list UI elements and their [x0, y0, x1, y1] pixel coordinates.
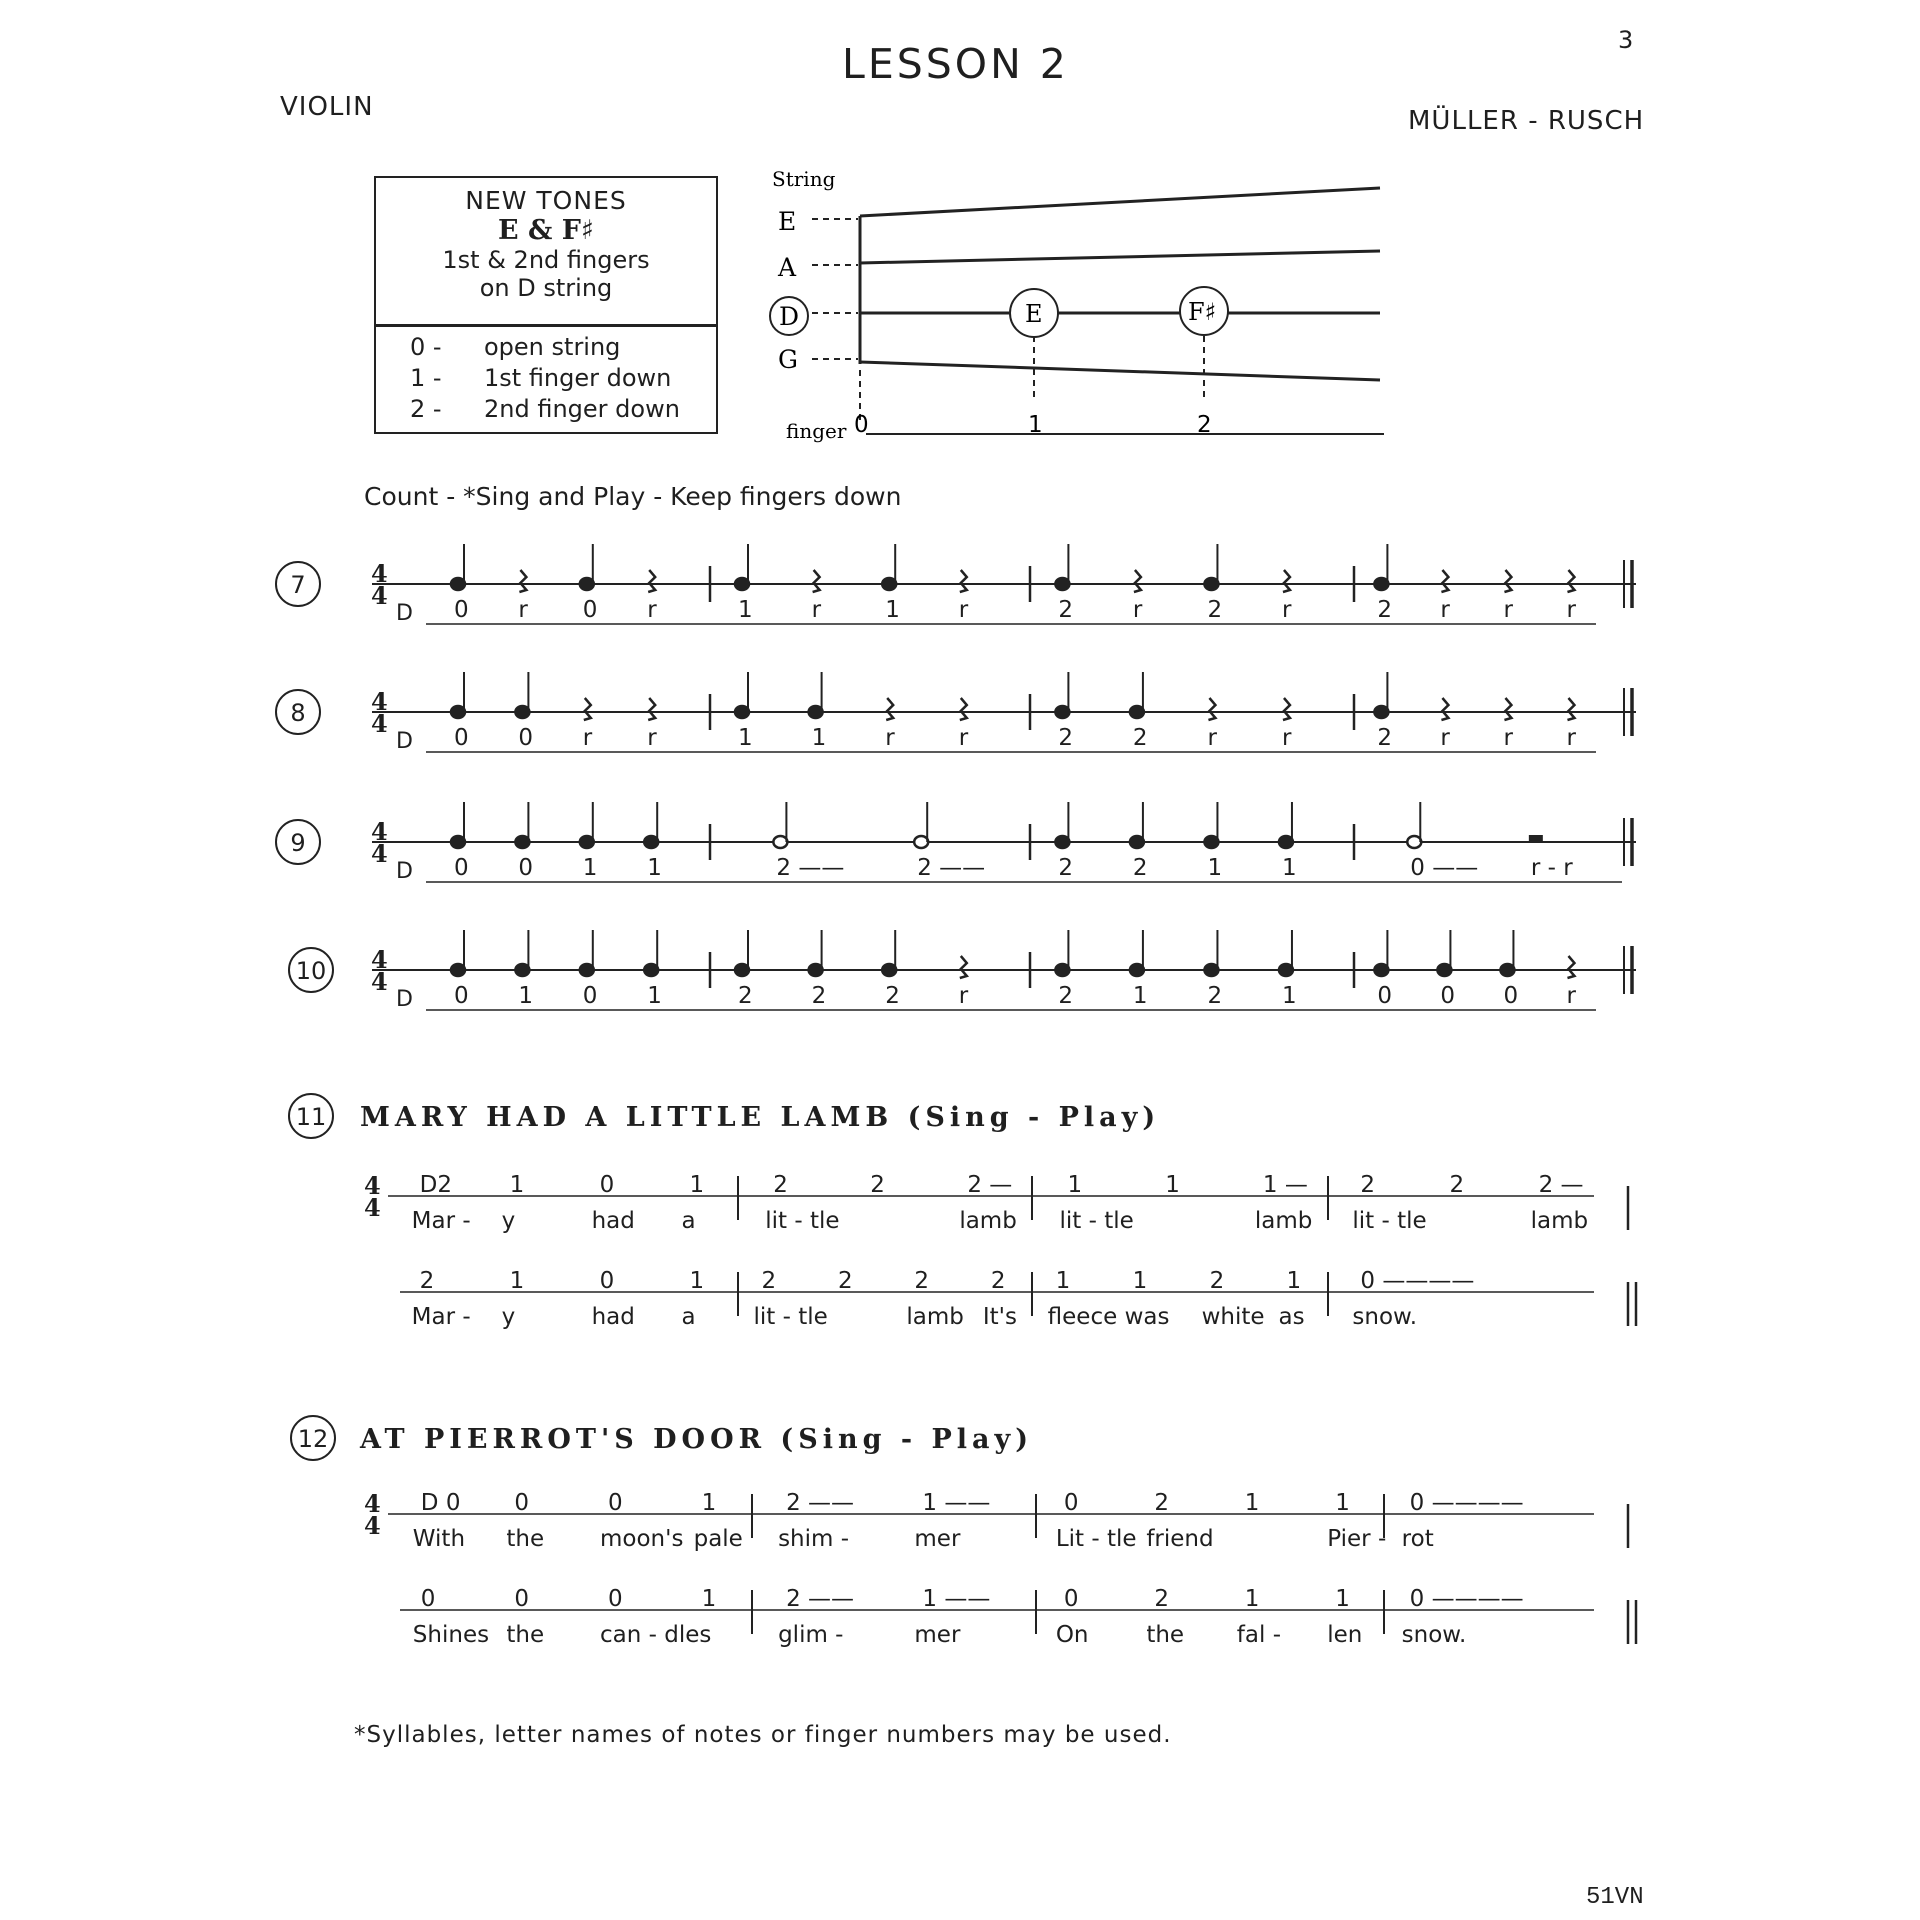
quarter-note — [735, 578, 749, 590]
count-label: 0 — [1440, 983, 1456, 1009]
finger-number: 2 — [1449, 1172, 1465, 1198]
count-label: 2 — [1058, 855, 1074, 881]
author-label: MÜLLER - RUSCH — [1408, 106, 1645, 136]
count-label: r — [1566, 725, 1576, 751]
count-label: r — [1281, 725, 1292, 751]
finger-number: 2 — — [967, 1172, 1013, 1198]
quarter-rest — [519, 570, 526, 592]
count-label: 1 — [582, 855, 598, 881]
quarter-note — [1130, 836, 1144, 848]
finger-number: 2 — [990, 1268, 1006, 1294]
string-letter-d: D — [396, 987, 413, 1012]
quarter-note — [515, 706, 529, 718]
quarter-note — [1437, 964, 1451, 976]
lyric-word: mer — [914, 1622, 961, 1648]
quarter-rest — [1504, 698, 1511, 720]
count-label: r — [1566, 597, 1576, 623]
finger-number-0: 0 — [854, 412, 869, 438]
song-title: MARY HAD A LITTLE LAMB (Sing - Play) — [360, 1102, 1161, 1133]
quarter-rest — [960, 956, 967, 978]
finger-number: 1 — [1335, 1490, 1350, 1516]
count-label: r - r — [1530, 855, 1573, 881]
footnote: *Syllables, letter names of notes or finger numbers may be used. — [354, 1722, 1172, 1748]
new-tones-line2: on D string — [479, 274, 613, 302]
quarter-note — [735, 964, 749, 976]
quarter-rest — [960, 698, 967, 720]
finger-label: finger — [786, 419, 847, 443]
count-label: 0 — [454, 597, 469, 623]
quarter-rest — [1283, 570, 1290, 592]
time-signature-top: 4 — [371, 687, 388, 716]
quarter-rest — [1441, 698, 1448, 720]
quarter-note — [451, 706, 465, 718]
lyric-word: lamb — [1254, 1208, 1313, 1234]
quarter-note — [735, 706, 749, 718]
lyric-word: Mar - — [411, 1304, 471, 1330]
half-rest — [1529, 835, 1543, 842]
string-letter-a: A — [778, 253, 797, 282]
finger-number: 1 —— — [922, 1490, 991, 1516]
quarter-note — [882, 964, 896, 976]
count-label: 1 — [1281, 855, 1297, 881]
quarter-note — [1374, 964, 1388, 976]
count-label: 2 — [1058, 597, 1074, 623]
count-label: 1 — [1281, 983, 1297, 1009]
finger-number: 2 — [1154, 1490, 1169, 1516]
page-title: LESSON 2 — [842, 40, 1069, 88]
count-label: r — [582, 725, 593, 751]
string-letter-g: G — [778, 345, 798, 374]
time-signature-bottom: 4 — [364, 1511, 381, 1540]
count-label: 2 — [1058, 983, 1074, 1009]
quarter-note — [1279, 964, 1293, 976]
count-label: r — [1503, 725, 1513, 751]
quarter-note — [1055, 706, 1069, 718]
instrument-label: VIOLIN — [280, 92, 374, 122]
lyric-word: mer — [914, 1526, 961, 1552]
time-signature-top: 4 — [371, 945, 388, 974]
quarter-note — [1055, 964, 1069, 976]
lyric-word: shim - — [778, 1526, 850, 1552]
quarter-note — [644, 964, 658, 976]
lyric-word: lamb — [959, 1208, 1017, 1234]
exercise-number: 8 — [290, 699, 306, 727]
lyric-word: It's — [982, 1304, 1017, 1330]
count-label: r — [885, 725, 895, 751]
count-label: 1 — [885, 597, 900, 623]
count-label: r — [1132, 597, 1143, 623]
new-tones-line1: 1st & 2nd fingers — [442, 246, 650, 274]
quarter-note — [580, 578, 594, 590]
new-tones-notes: E & F♯ — [498, 215, 594, 246]
count-label: 2 — [738, 983, 753, 1009]
legend-row: 1 - 1st finger down — [410, 364, 672, 392]
count-label: 1 — [738, 597, 753, 623]
quarter-rest — [886, 698, 893, 720]
finger-number: 0 — [514, 1490, 530, 1516]
finger-number: 1 — [509, 1172, 525, 1198]
finger-number: 0 — [1063, 1586, 1079, 1612]
finger-number: 2 — — [1538, 1172, 1584, 1198]
note-fsharp-label: F♯ — [1188, 298, 1217, 326]
lyric-word: Shines — [412, 1622, 490, 1648]
lyric-word: the — [1146, 1622, 1185, 1648]
finger-number: 1 — [1132, 1268, 1148, 1294]
time-signature-bottom: 4 — [371, 709, 388, 738]
time-signature-bottom: 4 — [371, 839, 388, 868]
quarter-rest — [1567, 698, 1574, 720]
finger-number: 0 — [599, 1268, 615, 1294]
string-letter-e: E — [778, 207, 797, 236]
count-label: 2 — [1377, 597, 1393, 623]
catalog-code: 51VN — [1586, 1884, 1644, 1911]
lyric-word: lit - tle — [1059, 1208, 1134, 1234]
finger-number: 1 — [689, 1268, 705, 1294]
quarter-note — [1204, 836, 1218, 848]
count-label: 0 — [1503, 983, 1519, 1009]
finger-number: 1 — [1055, 1268, 1071, 1294]
quarter-rest — [1441, 570, 1448, 592]
quarter-note — [809, 706, 823, 718]
quarter-note — [1374, 706, 1388, 718]
finger-number: 2 — [419, 1268, 435, 1294]
lyric-word: snow. — [1401, 1622, 1467, 1648]
count-label: 2 —— — [776, 855, 845, 881]
finger-number: D2 — [419, 1172, 453, 1198]
lyric-word: pale — [693, 1526, 743, 1552]
count-label: 0 — [582, 983, 598, 1009]
time-signature-top: 4 — [371, 817, 388, 846]
time-signature-top: 4 — [364, 1489, 381, 1518]
finger-number: 1 — [509, 1268, 525, 1294]
lyric-word: friend — [1146, 1526, 1214, 1552]
finger-number: 2 — [1154, 1586, 1169, 1612]
lyric-word: as — [1278, 1304, 1305, 1330]
count-label: r — [518, 597, 528, 623]
lyric-word: fleece — [1047, 1304, 1118, 1330]
lyric-word: glim - — [778, 1622, 844, 1648]
count-instruction: Count - *Sing and Play - Keep fingers down — [364, 482, 902, 511]
lyric-word: a — [681, 1208, 696, 1234]
count-label: 2 — [1132, 855, 1148, 881]
legend-row: 2 - 2nd finger down — [410, 395, 680, 423]
quarter-note — [882, 578, 896, 590]
legend-row: 0 - open string — [410, 333, 621, 361]
count-label: 2 — [1207, 983, 1223, 1009]
count-label: 0 — [518, 855, 534, 881]
quarter-note — [1204, 964, 1218, 976]
finger-number-1: 1 — [1028, 412, 1043, 438]
lyric-word: was — [1124, 1304, 1170, 1330]
count-label: 1 — [518, 983, 534, 1009]
finger-number: 1 — [701, 1490, 717, 1516]
count-label: r — [1440, 597, 1450, 623]
count-label: 2 — [1377, 725, 1393, 751]
count-label: r — [647, 725, 657, 751]
lyric-word: On — [1055, 1622, 1089, 1648]
count-label: 0 — [454, 983, 469, 1009]
count-label: r — [647, 597, 657, 623]
time-signature-top: 4 — [371, 559, 388, 588]
count-label: 2 — [1207, 597, 1223, 623]
lyric-word: white — [1201, 1304, 1265, 1330]
lyric-word: the — [506, 1622, 545, 1648]
count-label: 1 — [647, 855, 662, 881]
quarter-rest — [1283, 698, 1290, 720]
lyric-word: len — [1327, 1622, 1363, 1648]
string-letter-d: D — [396, 601, 413, 626]
note-e-label: E — [1025, 300, 1043, 328]
finger-number: 1 — [701, 1586, 717, 1612]
count-label: 2 —— — [917, 855, 986, 881]
finger-number: 0 — [599, 1172, 615, 1198]
quarter-note — [1055, 578, 1069, 590]
count-label: r — [1281, 597, 1292, 623]
string-label: String — [772, 167, 836, 191]
quarter-note — [1500, 964, 1514, 976]
lyric-word: With — [412, 1526, 466, 1552]
exercise-number: 7 — [290, 571, 306, 599]
song-number: 11 — [295, 1103, 327, 1131]
finger-number: 2 — [773, 1172, 788, 1198]
string-letter-d: D — [779, 302, 800, 331]
finger-number: 2 — [761, 1268, 777, 1294]
count-label: 2 — [885, 983, 900, 1009]
quarter-note — [580, 964, 594, 976]
count-label: r — [1503, 597, 1513, 623]
finger-number: 1 — [1165, 1172, 1180, 1198]
quarter-rest — [1208, 698, 1215, 720]
quarter-rest — [1134, 570, 1141, 592]
finger-number: 1 — [1067, 1172, 1083, 1198]
finger-number: 1 —— — [922, 1586, 991, 1612]
quarter-note — [1279, 836, 1293, 848]
quarter-rest — [960, 570, 967, 592]
time-signature-top: 4 — [364, 1171, 381, 1200]
lyric-word: snow. — [1352, 1304, 1418, 1330]
quarter-rest — [1504, 570, 1511, 592]
lyric-word: rot — [1401, 1526, 1434, 1552]
count-label: r — [1440, 725, 1450, 751]
finger-number: 0 ———— — [1360, 1268, 1475, 1294]
time-signature-bottom: 4 — [371, 581, 388, 610]
count-label: 0 — [518, 725, 534, 751]
lyric-word: lamb — [906, 1304, 964, 1330]
count-label: 0 — [582, 597, 598, 623]
finger-number: D 0 — [420, 1490, 461, 1516]
finger-number: 0 — [420, 1586, 436, 1612]
count-label: 1 — [811, 725, 827, 751]
finger-number: 2 — [1360, 1172, 1376, 1198]
finger-number: 2 — [837, 1268, 853, 1294]
lyric-word: can - dles — [600, 1622, 712, 1648]
quarter-note — [451, 578, 465, 590]
lyric-word: moon's — [600, 1526, 684, 1552]
lyric-word: a — [681, 1304, 696, 1330]
finger-number: 1 — [1244, 1586, 1260, 1612]
lyric-word: y — [501, 1208, 516, 1234]
quarter-note — [1130, 964, 1144, 976]
count-label: 0 — [454, 855, 469, 881]
finger-number: 1 — [1244, 1490, 1260, 1516]
lyric-word: had — [591, 1304, 635, 1330]
count-label: 0 — [1377, 983, 1393, 1009]
song-title: AT PIERROT'S DOOR (Sing - Play) — [360, 1424, 1033, 1455]
exercise-number: 9 — [290, 829, 306, 857]
finger-number: 2 —— — [786, 1490, 855, 1516]
lyric-word: the — [506, 1526, 545, 1552]
quarter-note — [515, 964, 529, 976]
count-label: 1 — [647, 983, 662, 1009]
quarter-note — [580, 836, 594, 848]
count-label: 1 — [738, 725, 753, 751]
quarter-rest — [584, 698, 591, 720]
lyric-word: lit - tle — [1352, 1208, 1427, 1234]
count-label: 0 — [454, 725, 469, 751]
count-label: 1 — [1207, 855, 1223, 881]
song-number: 12 — [297, 1425, 329, 1453]
quarter-rest — [1567, 570, 1574, 592]
quarter-note — [1374, 578, 1388, 590]
finger-number: 1 — [1335, 1586, 1350, 1612]
count-label: r — [811, 597, 822, 623]
quarter-rest — [648, 698, 655, 720]
half-note — [773, 836, 787, 848]
count-label: 2 — [1058, 725, 1074, 751]
half-note — [1407, 836, 1421, 848]
quarter-rest — [813, 570, 820, 592]
quarter-note — [451, 964, 465, 976]
finger-number: 0 — [608, 1586, 623, 1612]
finger-number: 2 — [870, 1172, 885, 1198]
lyric-word: Mar - — [411, 1208, 471, 1234]
page-number: 3 — [1618, 26, 1634, 54]
quarter-note — [1055, 836, 1069, 848]
lyric-word: had — [591, 1208, 635, 1234]
lyric-word: lit - tle — [753, 1304, 828, 1330]
finger-number: 2 — [1209, 1268, 1225, 1294]
count-label: r — [958, 597, 969, 623]
count-label: 0 —— — [1410, 855, 1479, 881]
lyric-word: y — [501, 1304, 516, 1330]
lyric-word: Lit - tle — [1055, 1526, 1137, 1552]
finger-number: 2 —— — [786, 1586, 855, 1612]
lyric-word: fal - — [1236, 1622, 1282, 1648]
count-label: r — [1566, 983, 1576, 1009]
finger-number: 0 — [1063, 1490, 1079, 1516]
string-letter-d: D — [396, 859, 413, 884]
time-signature-bottom: 4 — [371, 967, 388, 996]
finger-number: 1 — — [1262, 1172, 1308, 1198]
finger-number: 0 ———— — [1409, 1490, 1524, 1516]
new-tones-heading: NEW TONES — [465, 186, 627, 215]
finger-number: 2 — [914, 1268, 930, 1294]
count-label: r — [958, 983, 969, 1009]
lyric-word: Pier - — [1327, 1526, 1387, 1552]
finger-number-2: 2 — [1197, 412, 1212, 438]
quarter-note — [1204, 578, 1218, 590]
lyric-word: lit - tle — [765, 1208, 840, 1234]
quarter-note — [515, 836, 529, 848]
count-label: 2 — [1132, 725, 1148, 751]
time-signature-bottom: 4 — [364, 1193, 381, 1222]
finger-number: 0 — [514, 1586, 530, 1612]
lyric-word: lamb — [1530, 1208, 1589, 1234]
quarter-rest — [648, 570, 655, 592]
quarter-note — [1130, 706, 1144, 718]
count-label: r — [958, 725, 969, 751]
quarter-note — [644, 836, 658, 848]
finger-number: 1 — [1286, 1268, 1302, 1294]
half-note — [914, 836, 928, 848]
quarter-note — [451, 836, 465, 848]
count-label: r — [1207, 725, 1217, 751]
quarter-rest — [1567, 956, 1574, 978]
count-label: 2 — [811, 983, 827, 1009]
count-label: 1 — [1132, 983, 1148, 1009]
exercise-number: 10 — [295, 957, 327, 985]
quarter-note — [809, 964, 823, 976]
finger-number: 0 ———— — [1409, 1586, 1524, 1612]
finger-number: 1 — [689, 1172, 705, 1198]
string-letter-d: D — [396, 729, 413, 754]
finger-number: 0 — [608, 1490, 623, 1516]
